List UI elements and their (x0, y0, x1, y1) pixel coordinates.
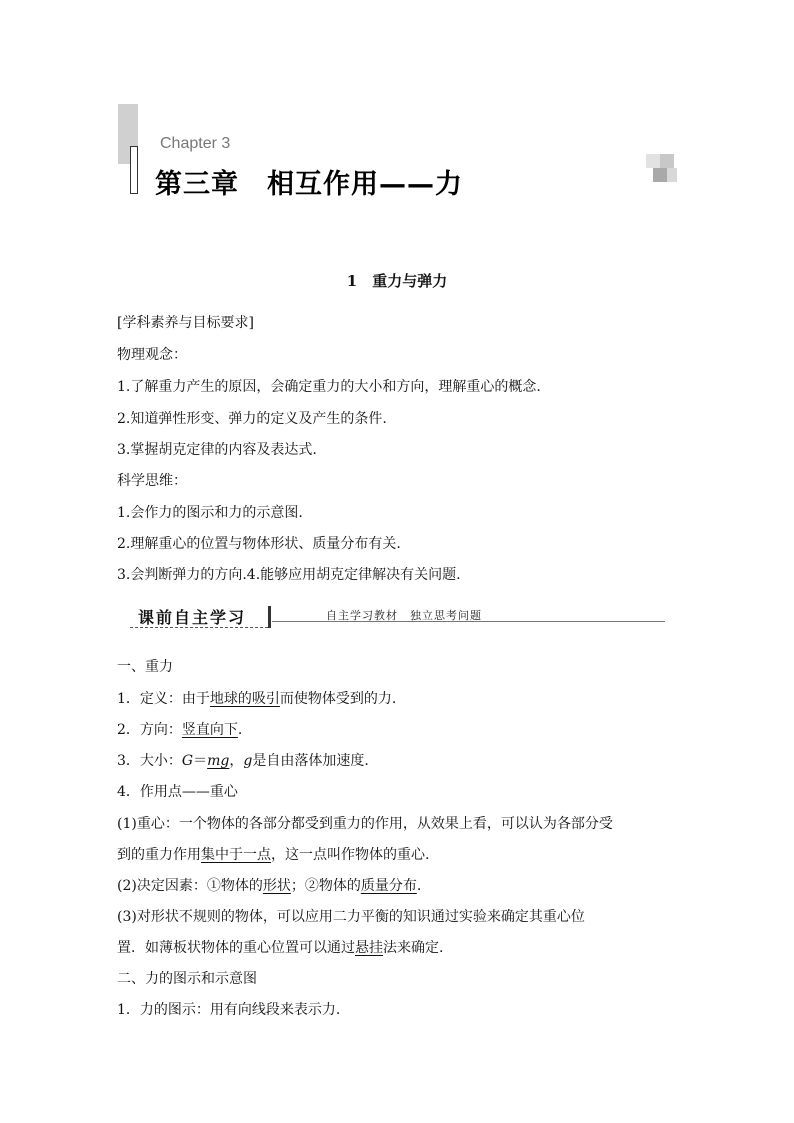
dir-prefix: 2．方向： (117, 722, 182, 738)
symbol-g: g (243, 753, 253, 769)
p3-answer: 悬挂 (355, 940, 383, 956)
equals-sign: ＝ (193, 753, 208, 769)
force-diagram-item-1: 1．力的图示：用有向线段来表示力. (117, 1002, 341, 1018)
center-of-gravity-line2 (117, 845, 429, 865)
banner-subtitle: 自主学习教材 独立思考问题 (326, 609, 482, 622)
irregular-object-line1: (3)对形状不规则的物体，可以应用二力平衡的知识通过实验来确定其重心位 (117, 909, 585, 925)
size-prefix: 3．大小： (117, 753, 182, 769)
banner-dash-underline (130, 627, 268, 628)
size-comma: ， (229, 753, 244, 769)
dir-suffix: . (237, 722, 243, 738)
banner-title: 课前自主学习 (138, 608, 247, 627)
banner-separator (268, 606, 271, 628)
chapter-title: 第三章 相互作用——力 (155, 169, 463, 200)
determining-factors (117, 876, 421, 896)
goals-header: [学科素养与目标要求] (117, 315, 254, 331)
physics-item-2: 2.知道弹性形变、弹力的定义及产生的条件. (117, 411, 387, 427)
symbol-G: G (181, 753, 194, 769)
center-of-gravity-line1: (1)重心：一个物体的各部分都受到重力的作用，从效果上看，可以认为各部分受 (117, 816, 613, 832)
gravity-heading: 一、重力 (117, 659, 173, 675)
point-heading: 4．作用点——重心 (117, 784, 238, 800)
physics-concept-title: 物理观念： (117, 347, 187, 363)
p2-answer-mass: 质量分布 (360, 878, 417, 894)
force-diagram-heading: 二、力的图示和示意图 (117, 971, 257, 987)
corner-squares-decoration (646, 154, 676, 186)
thinking-item-2: 2.理解重心的位置与物体形状、质量分布有关. (117, 536, 401, 552)
thinking-item-3: 3.会判断弹力的方向.4.能够应用胡克定律解决有关问题. (117, 567, 461, 583)
p2-prefix: (2)决定因素：①物体的 (117, 878, 263, 894)
def-prefix: 1．定义：由于 (117, 691, 210, 707)
def-suffix: 而使物体受到的力. (279, 691, 397, 707)
physics-item-1: 1.了解重力产生的原因，会确定重力的大小和方向，理解重心的概念. (117, 379, 541, 395)
size-suffix: 是自由落体加速度. (252, 753, 369, 769)
gravity-direction (117, 720, 242, 740)
irregular-object-line2 (117, 938, 443, 958)
p2-answer-shape: 形状 (262, 878, 291, 894)
def-answer: 地球的吸引 (209, 691, 280, 707)
p1-prefix: 到的重力作用 (117, 847, 201, 863)
physics-item-3: 3.掌握胡克定律的内容及表达式. (117, 442, 317, 458)
gravity-magnitude (117, 751, 369, 771)
thinking-item-1: 1.会作力的图示和力的示意图. (117, 505, 303, 521)
formula-mg: mg (207, 753, 230, 769)
science-thinking-title: 科学思维： (117, 473, 187, 489)
section-title: 1 重力与弹力 (346, 272, 448, 290)
p3-suffix: 法来确定. (383, 940, 444, 956)
p3-prefix: 置．如薄板状物体的重心位置可以通过 (117, 940, 355, 956)
p2-mid: ；②物体的 (290, 878, 361, 894)
chapter-label: Chapter 3 (160, 135, 231, 152)
p1-suffix: ，这一点叫作物体的重心. (271, 847, 430, 863)
chapter-decoration-bar (130, 146, 138, 194)
gravity-definition (117, 689, 396, 709)
dir-answer: 竖直向下 (181, 722, 238, 738)
p1-answer: 集中于一点 (201, 847, 271, 863)
p2-suffix: . (416, 878, 422, 894)
